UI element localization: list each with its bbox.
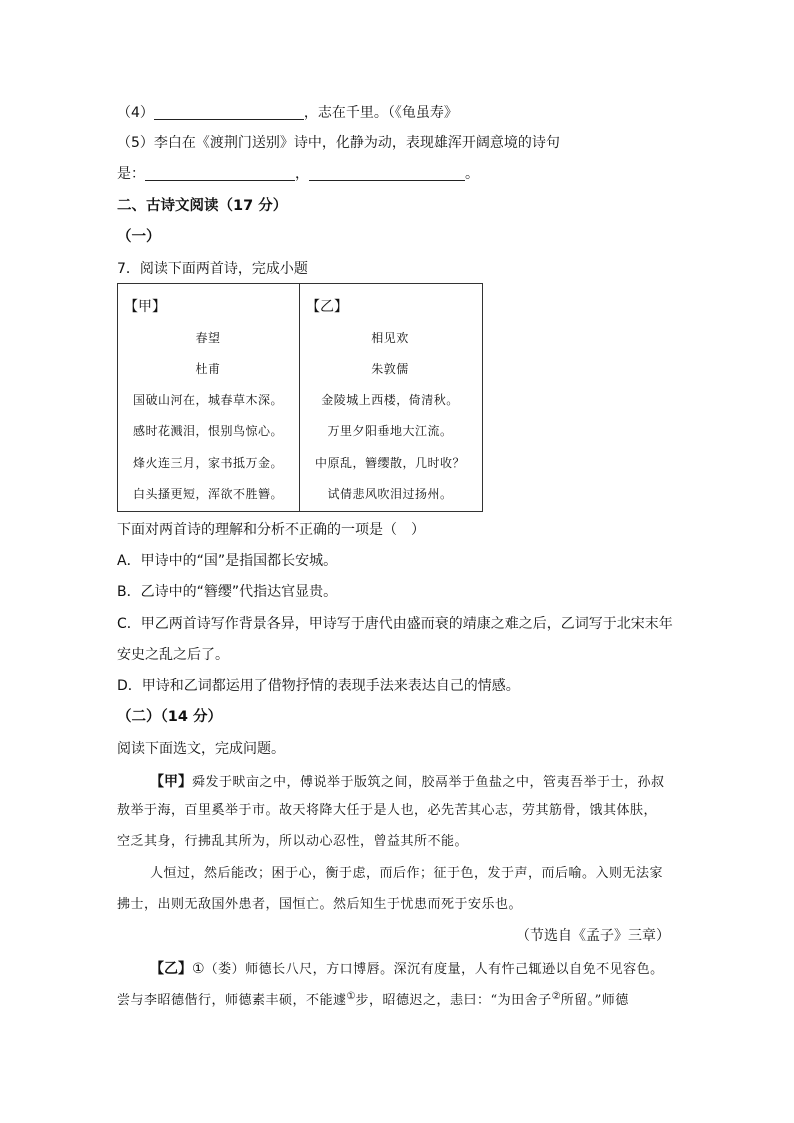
passage-text: 舜发于畎亩之中，傅说举于版筑之间，胶鬲举于鱼盐之中，管夷吾举于士，孙叔	[192, 775, 665, 790]
section-heading: 二、古诗文阅读（17 分）	[117, 198, 288, 214]
q5-answer-line	[117, 165, 479, 183]
q7-stem: 7．阅读下面两首诗，完成小题	[117, 261, 308, 277]
q4-text: ，志在千里。（《龟虽寿》	[303, 105, 458, 121]
poem-yi-label: 【乙】	[306, 299, 348, 315]
passage-yi-label: 【乙】	[150, 961, 192, 977]
footnote-marker: ②	[551, 991, 561, 1002]
part2-intro: 阅读下面选文，完成问题。	[117, 741, 285, 757]
footnote-marker: ①	[346, 991, 356, 1002]
poem-jia-line: 国破山河在，城春草木深。	[132, 393, 283, 407]
q5-answer-blank-2[interactable]	[309, 166, 465, 181]
passage-jia-line: 空乏其身，行拂乱其所为，所以动心忍性，曾益其所不能。	[117, 834, 469, 849]
poem-yi-title: 相见欢	[371, 331, 409, 345]
poem-yi-line: 试倩悲风吹泪过扬州。	[327, 487, 453, 501]
poem-yi-author: 朱敦儒	[371, 362, 409, 376]
passage-yi-marker: ①	[192, 961, 205, 977]
option-c[interactable]: C．甲乙两首诗写作背景各异，甲诗写于唐代由盛而衰的靖康之难之后，乙词写于北宋末年	[117, 616, 673, 632]
q5-answer-blank-1[interactable]	[145, 166, 295, 181]
poem-yi-line: 金陵城上西楼，倚清秋。	[321, 393, 459, 407]
passage-yi-line	[150, 958, 664, 979]
poem-jia-line: 白头搔更短，浑欲不胜簪。	[132, 487, 283, 501]
q4-line	[117, 104, 458, 122]
poem-jia-label: 【甲】	[124, 299, 166, 315]
poem-yi-line: 万里夕阳垂地大江流。	[327, 424, 453, 438]
poem-jia-line: 烽火连三月，家书抵万金。	[132, 456, 283, 470]
passage-text: 所留。”师德	[560, 993, 629, 1008]
question-text: 下面对两首诗的理解和分析不正确的一项是（ ）	[117, 522, 425, 538]
passage-jia-line: 敖举于海，百里奚举于市。故天将降大任于是人也，必先苦其心志，劳其筋骨，饿其体肤，	[117, 803, 658, 818]
passage-text: （娄）师德长八尺，方口博唇。深沉有度量，人有忤己辄逊以自免不见容色。	[204, 962, 664, 977]
passage-yi-line	[117, 989, 629, 1010]
passage-jia-line: 人恒过，然后能改；困于心，衡于虑，而后作；征于色，发于声，而后喻。入则无法家	[150, 866, 664, 881]
poem-jia	[118, 284, 298, 511]
passage-text: 尝与李昭德偕行，师德素丰硕，不能遽	[117, 993, 347, 1008]
passage-jia-label: 【甲】	[150, 774, 192, 790]
passage-text: 步，昭德迟之，恚曰：“为田舍子	[355, 993, 552, 1008]
poem-yi	[300, 284, 480, 511]
part1-heading: （一）	[117, 229, 161, 245]
poem-yi-line: 中原乱，簪缨散，几时收？	[314, 456, 465, 470]
q5-prefix: 是：	[117, 166, 145, 182]
option-c-continued[interactable]: 安史之乱之后了。	[117, 647, 229, 663]
passage-source: （节选自《孟子》三章）	[516, 928, 670, 944]
q5-separator: ，	[295, 166, 309, 182]
poem-table	[117, 283, 483, 512]
poem-jia-title: 春望	[195, 331, 221, 345]
option-d[interactable]: D．甲诗和乙词都运用了借物抒情的表现手法来表达自己的情感。	[117, 678, 520, 694]
q5-end: 。	[465, 166, 479, 182]
q4-number: （4）	[117, 105, 154, 121]
passage-jia-line	[150, 771, 665, 792]
part2-heading: （二）（14 分）	[117, 709, 222, 725]
option-b[interactable]: B．乙诗中的“簪缨”代指达官显贵。	[117, 584, 338, 600]
poem-jia-author: 杜甫	[195, 362, 221, 376]
passage-jia-line: 拂士，出则无敌国外患者，国恒亡。然后知生于忧患而死于安乐也。	[117, 897, 523, 912]
option-a[interactable]: A．甲诗中的“国”是指国都长安城。	[117, 553, 338, 569]
poem-jia-line: 感时花溅泪，恨别鸟惊心。	[132, 424, 283, 438]
q4-answer-blank[interactable]	[154, 105, 304, 120]
q5-prompt: （5）李白在《渡荆门送别》诗中，化静为动，表现雄浑开阔意境的诗句	[117, 135, 560, 151]
